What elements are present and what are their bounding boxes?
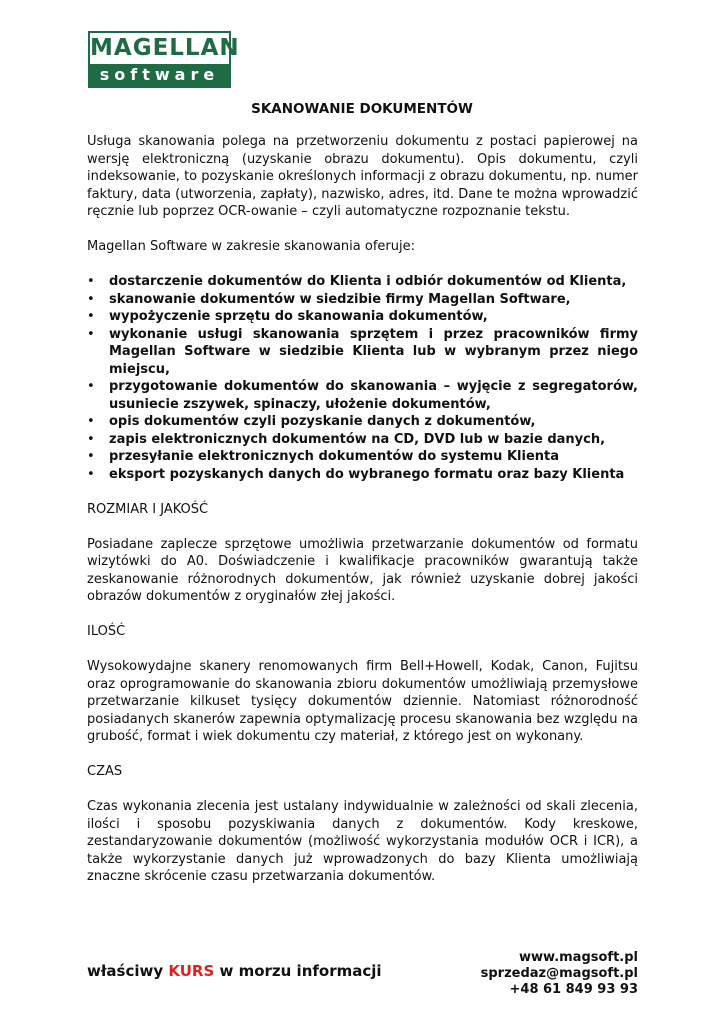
list-item: • skanowanie dokumentów w siedzibie firmy Magellan Software,	[87, 291, 638, 309]
section-text-size-quality: Posiadane zaplecze sprzętowe umożliwia przetwarzanie dokumentów od formatu wizytówki do A0. Doświadczenie i kwalifikacje pracowników gwarantują także zeskanowanie różnorodnych dokumentów, jak również uzyskanie dobrej jakości obrazów dokumentów z oryginałów złej jakości.	[87, 536, 638, 604]
document-body	[87, 133, 638, 903]
intro-paragraph: Usługa skanowania polega na przetworzeniu dokumentu z postaci papierowej na wersję elektroniczną (uzyskanie obrazu dokumentu). Opis dokumentu, czyli indeksowanie, to pozyskanie określonych informacji z obrazu dokumentu, np. numer faktury, data (utworzenia, zapłaty), nazwisko, adres, itd. Dane te można wprowadzić ręcznie lub poprzez OCR-owanie – czyli automatyczne rozpoznanie tekstu.	[87, 134, 638, 219]
section-heading-quantity: ILOŚĆ	[87, 624, 126, 639]
slogan-accent: KURS	[168, 962, 215, 980]
slogan-before: właściwy	[87, 962, 169, 980]
footer-contact	[481, 950, 638, 998]
list-item: • zapis elektronicznych dokumentów na CD, DVD lub w bazie danych,	[87, 431, 638, 449]
phone-number: +48 61 849 93 93	[509, 982, 638, 997]
email-link[interactable]: sprzedaz@magsoft.pl	[480, 966, 638, 981]
list-item: • przesyłanie elektronicznych dokumentów do systemu Klienta	[87, 448, 638, 466]
logo-wordmark-top: MAGELLAN	[90, 35, 240, 61]
offer-intro: Magellan Software w zakresie skanowania oferuje:	[87, 239, 415, 254]
footer-slogan	[87, 962, 382, 980]
section-text-quantity: Wysokowydajne skanery renomowanych firm Bell+Howell, Kodak, Canon, Fujitsu oraz oprogramowanie do skanowania zbioru dokumentów umożliwiają przemysłowe przetwarzanie kilkuset tysięcy dokumentów dziennie. Natomiast różnorodność posiadanych skanerów zapewnia optymalizację procesu skanowania bez względu na grubość, format i wiek dokumentu czy materiał, z którego jest on wykonany.	[87, 659, 638, 744]
magellan-software-logo	[88, 31, 240, 88]
section-text-time: Czas wykonania zlecenia jest ustalany indywidualnie w zależności od skali zlecenia, ilości i sposobu pozyskiwania danych z dokumentów. Kody kreskowe, zestandaryzowanie dokumentów (możliwość wykorzystania modułów OCR i ICR), a także wykorzystanie danych już wprowadzonych do bazy Klienta umożliwiają znaczne skrócenie czasu przetwarzania dokumentów.	[87, 799, 638, 884]
list-item: • eksport pozyskanych danych do wybranego formatu oraz bazy Klienta	[87, 466, 638, 484]
section-heading-time: CZAS	[87, 764, 123, 779]
section-heading-size-quality: ROZMIAR I JAKOŚĆ	[87, 501, 209, 517]
list-item: • wykonanie usługi skanowania sprzętem i przez pracowników firmy Magellan Software w siedzibie Klienta lub w wybranym przez niego miejscu,	[87, 326, 638, 379]
document-title: SKANOWANIE DOKUMENTÓW	[251, 101, 473, 117]
list-item: • dostarczenie dokumentów do Klienta i odbiór dokumentów od Klienta,	[87, 273, 638, 291]
logo-wordmark-bottom: software	[90, 64, 229, 86]
slogan-after: w morzu informacji	[214, 962, 382, 980]
list-item: • wypożyczenie sprzętu do skanowania dokumentów,	[87, 308, 638, 326]
offer-list	[87, 273, 638, 483]
list-item: • przygotowanie dokumentów do skanowania – wyjęcie z segregatorów, usuniecie zszywek, spinaczy, ułożenie dokumentów,	[87, 378, 638, 413]
website-link[interactable]: www.magsoft.pl	[519, 950, 638, 965]
list-item: • opis dokumentów czyli pozyskanie danych z dokumentów,	[87, 413, 638, 431]
